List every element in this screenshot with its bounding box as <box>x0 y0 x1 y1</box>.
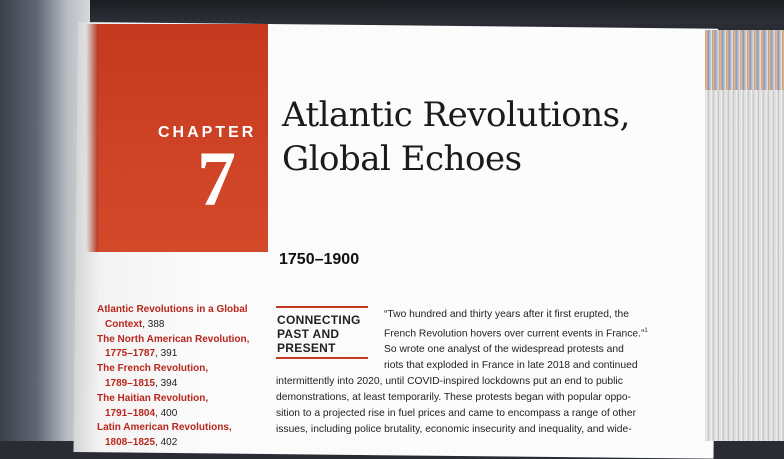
scanner-top-edge <box>0 0 784 24</box>
body-line: intermittently into 2020, until COVID-inspired lockdowns put an end to public <box>276 376 623 388</box>
toc-entry-subtitle: 1791–1804 <box>105 407 156 419</box>
body-line: French Revolution hovers over current events in France.”$^1$ <box>384 328 648 340</box>
chapter-contents <box>97 303 277 451</box>
toc-entry-page: 402 <box>160 437 178 449</box>
connecting-heading-line-1: CONNECTING <box>277 313 361 327</box>
toc-entry-page: 400 <box>160 407 178 419</box>
body-line: issues, including police brutality, economic insecurity and inequality, and wide- <box>276 424 632 436</box>
book-page-edges <box>705 30 784 441</box>
toc-entry-title: Atlantic Revolutions in a Global <box>97 304 248 315</box>
toc-entry-title: The French Revolution, <box>97 363 209 375</box>
toc-entry-page: 391 <box>160 348 178 360</box>
toc-entry[interactable]: The Haitian Revolution, 1791–1804, 400 <box>97 392 277 422</box>
toc-entry-subtitle: Context <box>105 318 143 330</box>
toc-entry-title: The Haitian Revolution, <box>97 392 209 404</box>
toc-entry-subtitle: 1775–1787 <box>105 348 156 360</box>
chapter-title <box>282 93 630 181</box>
toc-entry[interactable]: Latin American Revolutions, 1808–1825, 402 <box>97 421 277 451</box>
toc-entry-subtitle: 1808–1825 <box>105 437 156 449</box>
connecting-heading-line-2: PAST AND <box>277 327 340 341</box>
toc-entry[interactable]: Atlantic Revolutions in a Global Context, 388 <box>97 303 277 333</box>
toc-entry-page: 394 <box>160 377 178 389</box>
chapter-title-line-2: Global Echoes <box>282 139 522 179</box>
toc-entry-page: 388 <box>147 318 165 330</box>
body-line: sition to a projected rise in fuel prices and came to encompass a range of other <box>276 408 637 420</box>
toc-entry[interactable]: The North American Revolution, 1775–1787, 391 <box>97 333 277 363</box>
body-line: “Two hundred and thirty years after it first erupted, the <box>384 309 629 320</box>
chapter-label: CHAPTER <box>158 124 257 141</box>
toc-entry-subtitle: 1789–1815 <box>105 377 156 389</box>
page-tabs <box>705 30 784 90</box>
body-line: So wrote one analyst of the widespread protests and <box>384 344 624 356</box>
connecting-heading-line-3: PRESENT <box>277 341 336 355</box>
chapter-date-range: 1750–1900 <box>279 251 360 268</box>
body-line: demonstrations, at least temporarily. These protests began with popular oppo- <box>276 392 632 404</box>
toc-entry-title: Latin American Revolutions, <box>97 422 232 434</box>
footnote-marker[interactable]: 1 <box>644 328 648 334</box>
toc-entry-title: The North American Revolution, <box>97 333 250 345</box>
chapter-number: 7 <box>197 135 236 222</box>
body-paragraph <box>276 307 662 438</box>
body-line: riots that exploded in France in late 2018 and continued <box>384 360 638 372</box>
toc-entry[interactable]: The French Revolution, 1789–1815, 394 <box>97 362 277 392</box>
chapter-title-line-1: Atlantic Revolutions, <box>282 95 630 135</box>
